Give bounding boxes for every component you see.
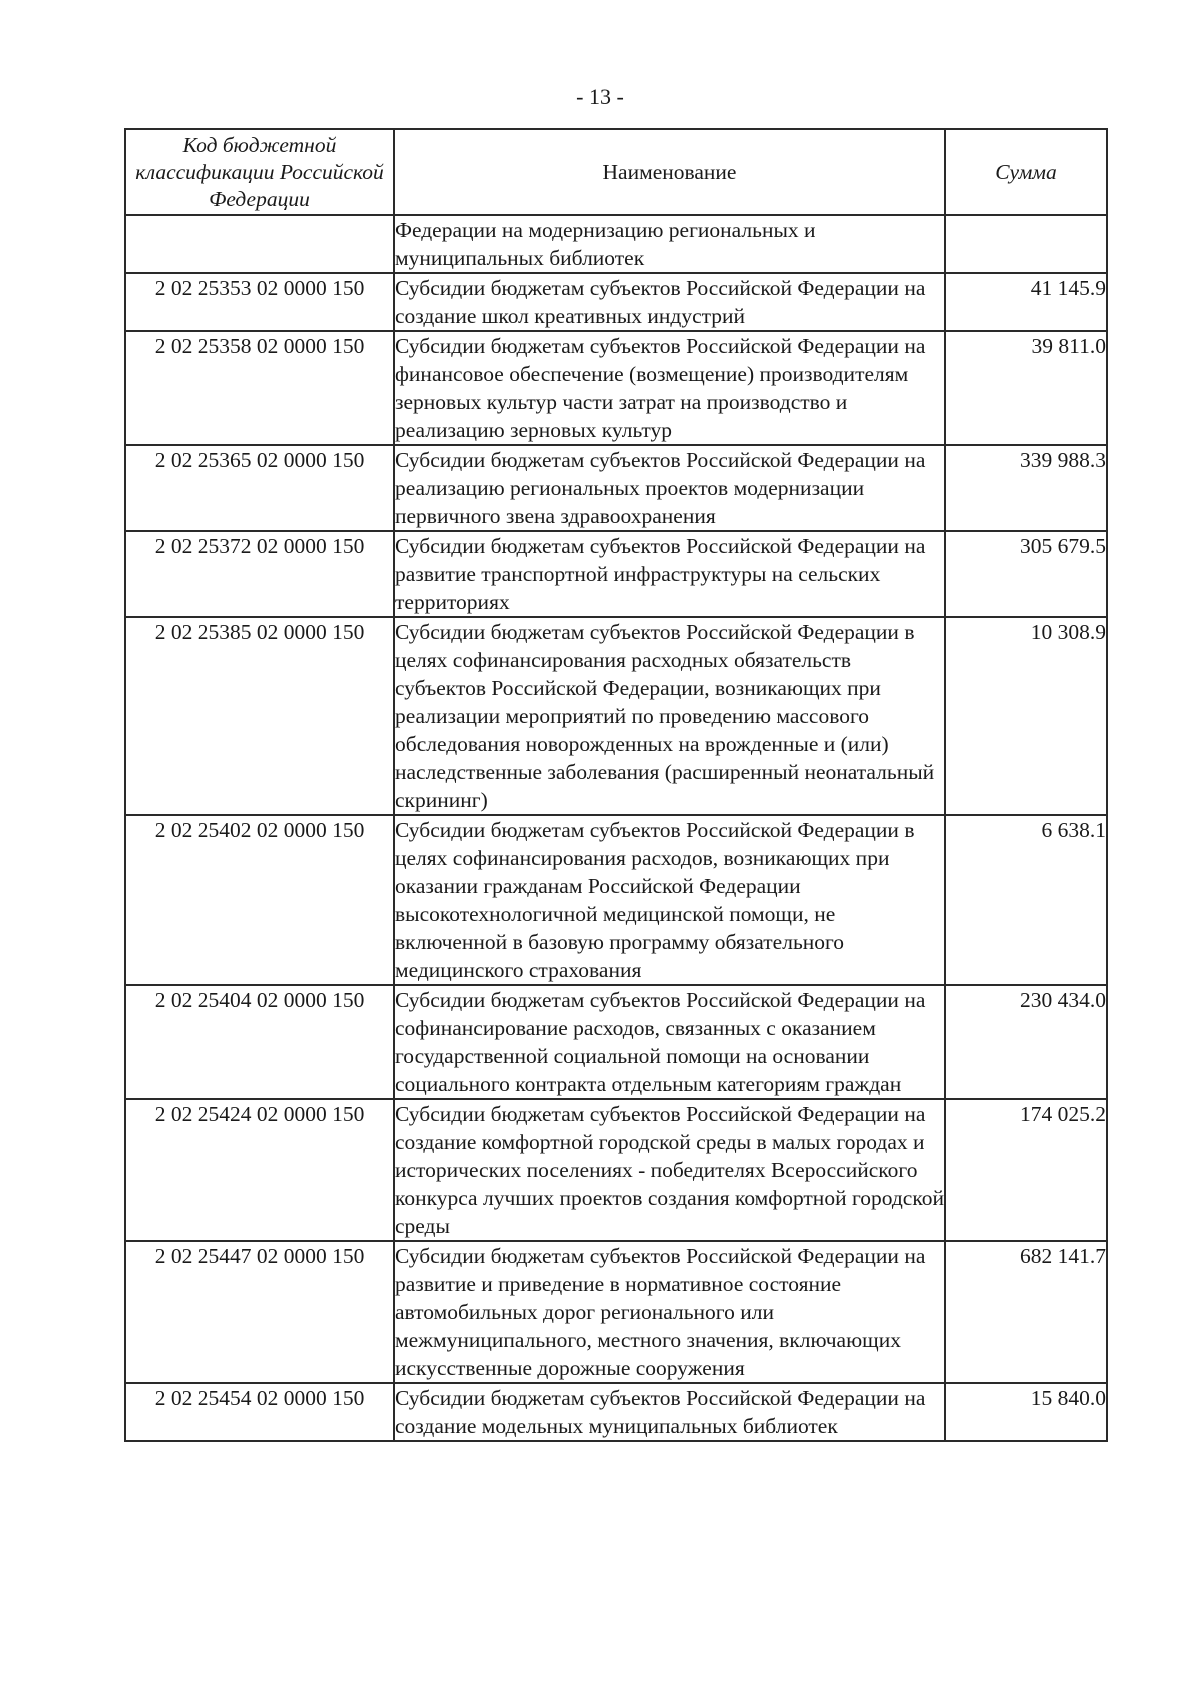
row-sum: 174 025.2 — [945, 1099, 1107, 1241]
row-code: 2 02 25447 02 0000 150 — [125, 1241, 394, 1383]
row-sum: 682 141.7 — [945, 1241, 1107, 1383]
row-code: 2 02 25372 02 0000 150 — [125, 531, 394, 617]
row-name: Субсидии бюджетам субъектов Российской Федерации на создание модельных муниципальных библиотек — [394, 1383, 945, 1441]
table-row — [125, 815, 1107, 985]
row-name: Федерации на модернизацию региональных и муниципальных библиотек — [394, 215, 945, 273]
row-code: 2 02 25454 02 0000 150 — [125, 1383, 394, 1441]
row-code: 2 02 25402 02 0000 150 — [125, 815, 394, 985]
table-row — [125, 273, 1107, 331]
table-row — [125, 1099, 1107, 1241]
table-row — [125, 215, 1107, 273]
row-name: Субсидии бюджетам субъектов Российской Федерации на создание школ креативных индустрий — [394, 273, 945, 331]
table-row — [125, 445, 1107, 531]
row-code: 2 02 25385 02 0000 150 — [125, 617, 394, 815]
row-name: Субсидии бюджетам субъектов Российской Федерации на реализацию региональных проектов модернизации первичного звена здравоохранения — [394, 445, 945, 531]
row-sum: 230 434.0 — [945, 985, 1107, 1099]
row-name: Субсидии бюджетам субъектов Российской Федерации на создание комфортной городской среды в малых городах и исторических поселениях - победителях Всероссийского конкурса лучших проектов создания комфортной городской среды — [394, 1099, 945, 1241]
table-header-row — [125, 129, 1107, 215]
table-row — [125, 985, 1107, 1099]
row-code: 2 02 25358 02 0000 150 — [125, 331, 394, 445]
header-name: Наименование — [394, 129, 945, 215]
row-code: 2 02 25404 02 0000 150 — [125, 985, 394, 1099]
row-name: Субсидии бюджетам субъектов Российской Федерации на софинансирование расходов, связанных с оказанием государственной социальной помощи на основании социального контракта отдельным категориям граждан — [394, 985, 945, 1099]
row-sum: 6 638.1 — [945, 815, 1107, 985]
table-row — [125, 1241, 1107, 1383]
row-name: Субсидии бюджетам субъектов Российской Федерации в целях софинансирования расходных обязательств субъектов Российской Федерации, возникающих при реализации мероприятий по проведению массового обследования новорожденных на врожденные и (или) наследственные заболевания (расширенный неонатальный скрининг) — [394, 617, 945, 815]
table-row — [125, 531, 1107, 617]
header-code: Код бюджетной классификации Российской Федерации — [125, 129, 394, 215]
row-sum — [945, 215, 1107, 273]
table-row — [125, 1383, 1107, 1441]
row-name: Субсидии бюджетам субъектов Российской Федерации на финансовое обеспечение (возмещение) производителям зерновых культур части затрат на производство и реализацию зерновых культур — [394, 331, 945, 445]
row-code: 2 02 25353 02 0000 150 — [125, 273, 394, 331]
row-code: 2 02 25365 02 0000 150 — [125, 445, 394, 531]
table-row — [125, 617, 1107, 815]
budget-table — [124, 128, 1108, 1442]
row-sum: 41 145.9 — [945, 273, 1107, 331]
row-code: 2 02 25424 02 0000 150 — [125, 1099, 394, 1241]
row-sum: 39 811.0 — [945, 331, 1107, 445]
row-sum: 15 840.0 — [945, 1383, 1107, 1441]
row-code — [125, 215, 394, 273]
row-sum: 305 679.5 — [945, 531, 1107, 617]
row-sum: 339 988.3 — [945, 445, 1107, 531]
row-name: Субсидии бюджетам субъектов Российской Федерации на развитие и приведение в нормативное состояние автомобильных дорог регионального или межмуниципального, местного значения, включающих искусственные дорожные сооружения — [394, 1241, 945, 1383]
table-row — [125, 331, 1107, 445]
row-name: Субсидии бюджетам субъектов Российской Федерации в целях софинансирования расходов, возникающих при оказании гражданам Российской Федерации высокотехнологичной медицинской помощи, не включенной в базовую программу обязательного медицинского страхования — [394, 815, 945, 985]
row-name: Субсидии бюджетам субъектов Российской Федерации на развитие транспортной инфраструктуры на сельских территориях — [394, 531, 945, 617]
row-sum: 10 308.9 — [945, 617, 1107, 815]
header-sum: Сумма — [945, 129, 1107, 215]
page-number: - 13 - — [576, 84, 624, 109]
